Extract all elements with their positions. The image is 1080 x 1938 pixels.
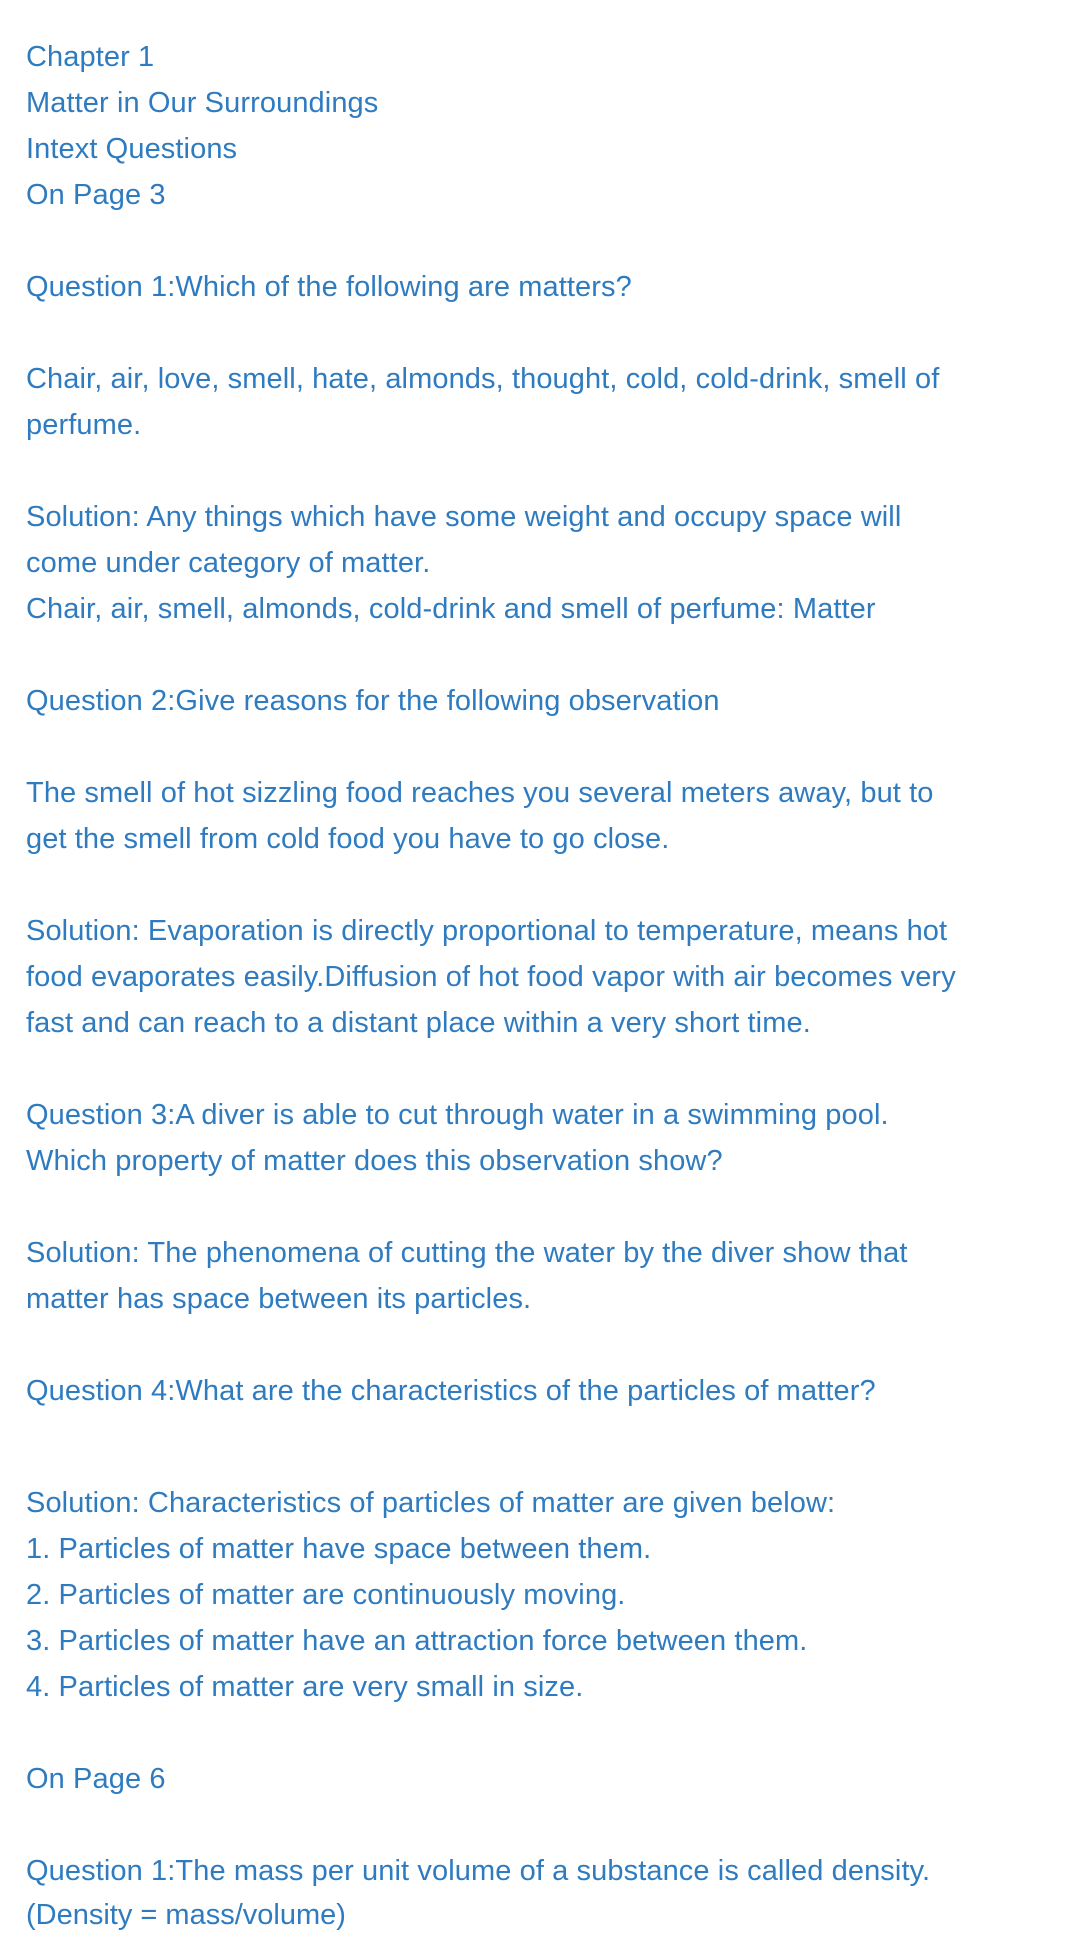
solution-4-point: 3. Particles of matter have an attraction force between them. <box>26 1625 808 1657</box>
page-reference-6: On Page 6 <box>26 1763 166 1795</box>
spacer <box>26 448 1056 494</box>
spacer <box>26 1046 1056 1092</box>
spacer <box>26 1414 1056 1480</box>
solution-1-line: Solution: Any things which have some weight and occupy space will <box>26 501 902 533</box>
spacer <box>26 1322 1056 1368</box>
question-3-line: Question 3:A diver is able to cut through water in a swimming pool. <box>26 1099 889 1131</box>
solution-1-line: come under category of matter. <box>26 547 431 579</box>
spacer <box>26 724 1056 770</box>
spacer <box>26 632 1056 678</box>
page-reference: On Page 3 <box>26 179 166 211</box>
question-1: Question 1:Which of the following are matters? <box>26 271 632 303</box>
chapter-number: Chapter 1 <box>26 41 155 73</box>
chapter-title: Matter in Our Surroundings <box>26 87 379 119</box>
solution-1-line: Chair, air, smell, almonds, cold-drink and smell of perfume: Matter <box>26 593 876 625</box>
solution-4-point: 4. Particles of matter are very small in size. <box>26 1671 584 1703</box>
cutoff-text-line: (Density = mass/volume) <box>26 1899 346 1931</box>
spacer <box>26 1802 1056 1848</box>
question-3-line: Which property of matter does this observation show? <box>26 1145 723 1177</box>
question-2: Question 2:Give reasons for the following observation <box>26 685 720 717</box>
solution-2-line: food evaporates easily.Diffusion of hot food vapor with air becomes very <box>26 961 956 993</box>
question-1-text-line: Chair, air, love, smell, hate, almonds, thought, cold, cold-drink, smell of <box>26 363 940 395</box>
solution-2-line: fast and can reach to a distant place within a very short time. <box>26 1007 811 1039</box>
solution-2-line: Solution: Evaporation is directly proportional to temperature, means hot <box>26 915 948 947</box>
document-body <box>26 34 1056 1894</box>
spacer <box>26 862 1056 908</box>
spacer <box>26 1184 1056 1230</box>
question-1-text-line: perfume. <box>26 409 142 441</box>
question-2-text-line: The smell of hot sizzling food reaches you several meters away, but to <box>26 777 934 809</box>
solution-4-intro: Solution: Characteristics of particles of matter are given below: <box>26 1487 836 1519</box>
question-4: Question 4:What are the characteristics of the particles of matter? <box>26 1375 876 1407</box>
spacer <box>26 1710 1056 1756</box>
solution-4-point: 1. Particles of matter have space between them. <box>26 1533 652 1565</box>
spacer <box>26 310 1056 356</box>
spacer <box>26 218 1056 264</box>
solution-4-point: 2. Particles of matter are continuously moving. <box>26 1579 626 1611</box>
solution-3-line: Solution: The phenomena of cutting the water by the diver show that <box>26 1237 908 1269</box>
section-heading: Intext Questions <box>26 133 238 165</box>
solution-3-line: matter has space between its particles. <box>26 1283 532 1315</box>
question-2-text-line: get the smell from cold food you have to go close. <box>26 823 670 855</box>
page-6-question-1: Question 1:The mass per unit volume of a substance is called density. <box>26 1855 931 1887</box>
